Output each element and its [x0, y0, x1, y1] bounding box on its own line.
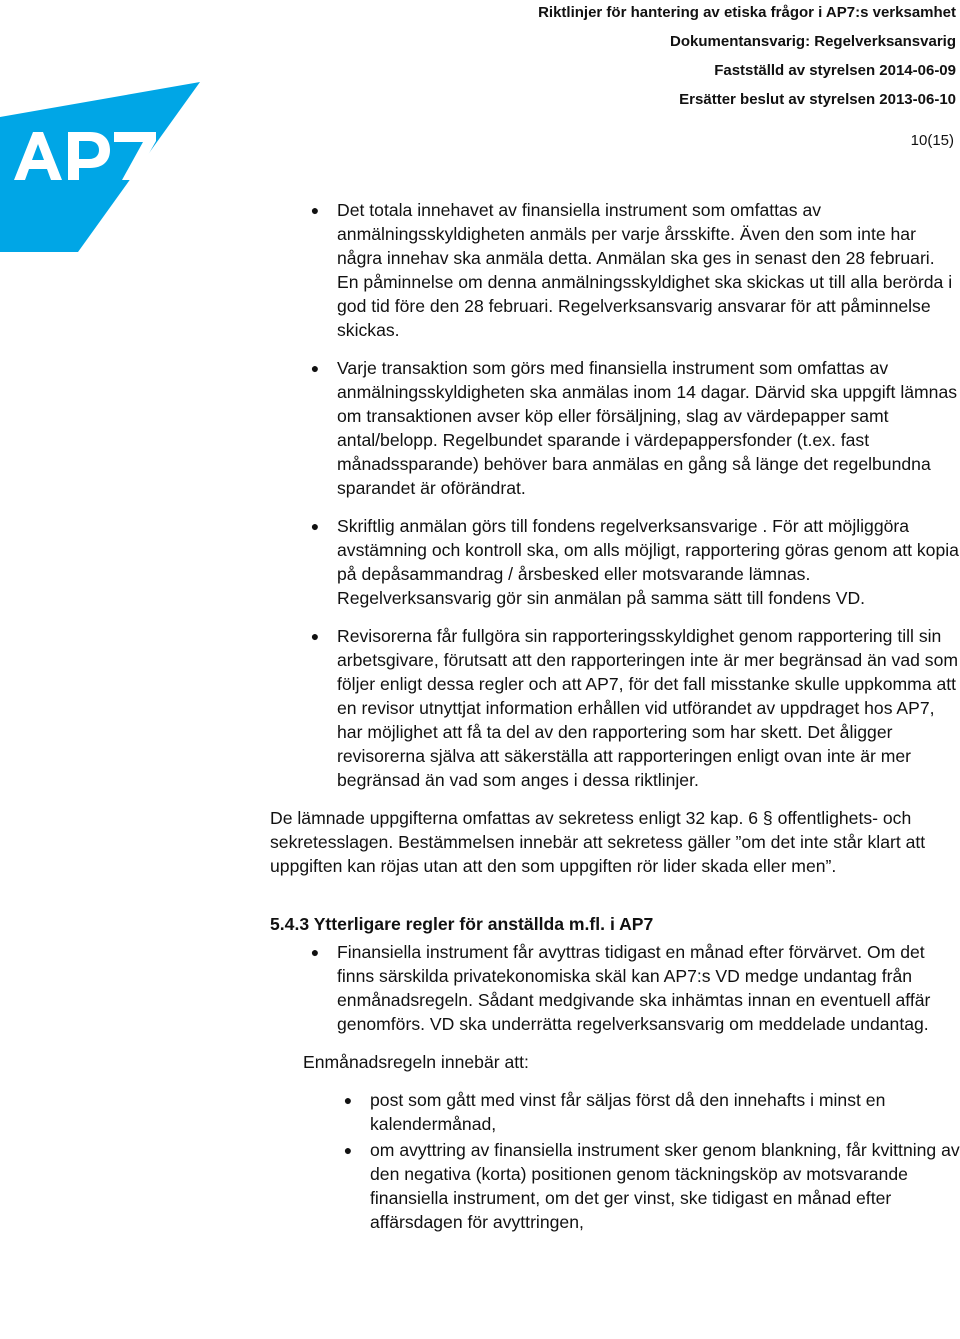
- list-item-text: Det totala innehavet av finansiella instrument som omfattas av anmälningsskyldigheten anmäls per varje årsskifte. Även den som inte har några innehav ska anmäla detta. Anmälan ska ges in senast den 28 februari. En påminnelse om denna anmälningsskyldighet ska skickas ut till alla berörda i god tid före den 28 februari. Regelverksansvarig ansvarar för att påminnelse skickas.: [337, 200, 953, 340]
- header-approved: Fastställd av styrelsen 2014-06-09: [714, 62, 956, 79]
- bullet-icon: ●: [310, 202, 320, 218]
- bullet-icon: ●: [310, 628, 320, 644]
- header-owner: Dokumentansvarig: Regelverksansvarig: [670, 33, 956, 50]
- ap7-logo: [0, 82, 200, 252]
- list-item: [270, 356, 960, 500]
- one-month-rule-intro: Enmånadsregeln innebär att:: [303, 1052, 529, 1072]
- section-rules-list: [270, 940, 960, 1036]
- one-month-rule-list: [270, 1088, 960, 1234]
- page-number: 10(15): [910, 132, 954, 149]
- list-item-text: Skriftlig anmälan görs till fondens regelverksansvarige . För att möjliggöra avstämning och kontroll ska, om alls möjligt, rapportering göras genom att kopia på depåsammandrag / årsbesked eller motsvarande lämnas. Regelverksansvarig gör sin anmälan på samma sätt till fondens VD.: [337, 516, 959, 608]
- list-item: [270, 624, 960, 792]
- bullet-icon: ●: [343, 1142, 353, 1158]
- list-item: [270, 940, 960, 1036]
- document-body: [270, 198, 960, 1236]
- section-heading: 5.4.3 Ytterligare regler för anställda m.fl. i AP7: [270, 914, 654, 934]
- bullet-icon: ●: [310, 360, 320, 376]
- list-item: [270, 198, 960, 342]
- list-item-text: Finansiella instrument får avyttras tidigast en månad efter förvärvet. Om det finns särskilda privatekonomiska skäl kan AP7:s VD medge undantag från enmånadsregeln. Sådant medgivande ska inhämtas innan en eventuell affär genomförs. VD ska underrätta regelverksansvarig om meddelade undantag.: [337, 942, 931, 1034]
- list-item-text: Varje transaktion som görs med finansiella instrument som omfattas av anmälningsskyldigheten ska anmälas inom 14 dagar. Därvid ska uppgift lämnas om transaktionen avser köp eller försäljning, slag av värdepapper samt antal/belopp. Regelbundet sparande i värdepappersfonder (t.ex. fast månadssparande) behöver bara anmälas en gång så länge det regelbundna sparandet är oförändrat.: [337, 358, 958, 498]
- document-header: [538, 0, 956, 114]
- list-item: [270, 514, 960, 610]
- confidentiality-paragraph: De lämnade uppgifterna omfattas av sekretess enligt 32 kap. 6 § offentlighets- och sekretesslagen. Bestämmelsen innebär att sekretess gäller ”om det inte står klart att uppgiften kan röjas utan att den som uppgiften rör lider skada eller men”.: [270, 808, 926, 876]
- bullet-icon: ●: [343, 1092, 353, 1108]
- bullet-icon: ●: [310, 518, 320, 534]
- list-item: [270, 1088, 960, 1136]
- list-item: [270, 1138, 960, 1234]
- header-title: Riktlinjer för hantering av etiska frågor i AP7:s verksamhet: [538, 4, 956, 21]
- header-replaces: Ersätter beslut av styrelsen 2013-06-10: [679, 91, 956, 108]
- list-item-text: Revisorerna får fullgöra sin rapporteringsskyldighet genom rapportering till sin arbetsgivare, förutsatt att den rapporteringen inte är mer begränsad än vad som följer enligt dessa regler och att AP7, för det fall misstanke skulle uppkomma att en revisor utnyttjat information erhållen vid utförandet av uppdraget hos AP7, har möjlighet att få ta del av den rapportering som har skett. Det åligger revisorerna själva att säkerställa att rapporteringen enligt ovan inte är mer begränsad än vad som anges i dessa riktlinjer.: [337, 626, 959, 790]
- reporting-rules-list: [270, 198, 960, 792]
- list-item-text: post som gått med vinst får säljas först då den innehafts i minst en kalendermånad,: [370, 1090, 886, 1134]
- bullet-icon: ●: [310, 944, 320, 960]
- list-item-text: om avyttring av finansiella instrument sker genom blankning, får kvittning av den negativa (korta) positionen genom täckningsköp av motsvarande finansiella instrument, om det ger vinst, ske tidigast en månad efter affärsdagen för avyttringen,: [370, 1140, 960, 1232]
